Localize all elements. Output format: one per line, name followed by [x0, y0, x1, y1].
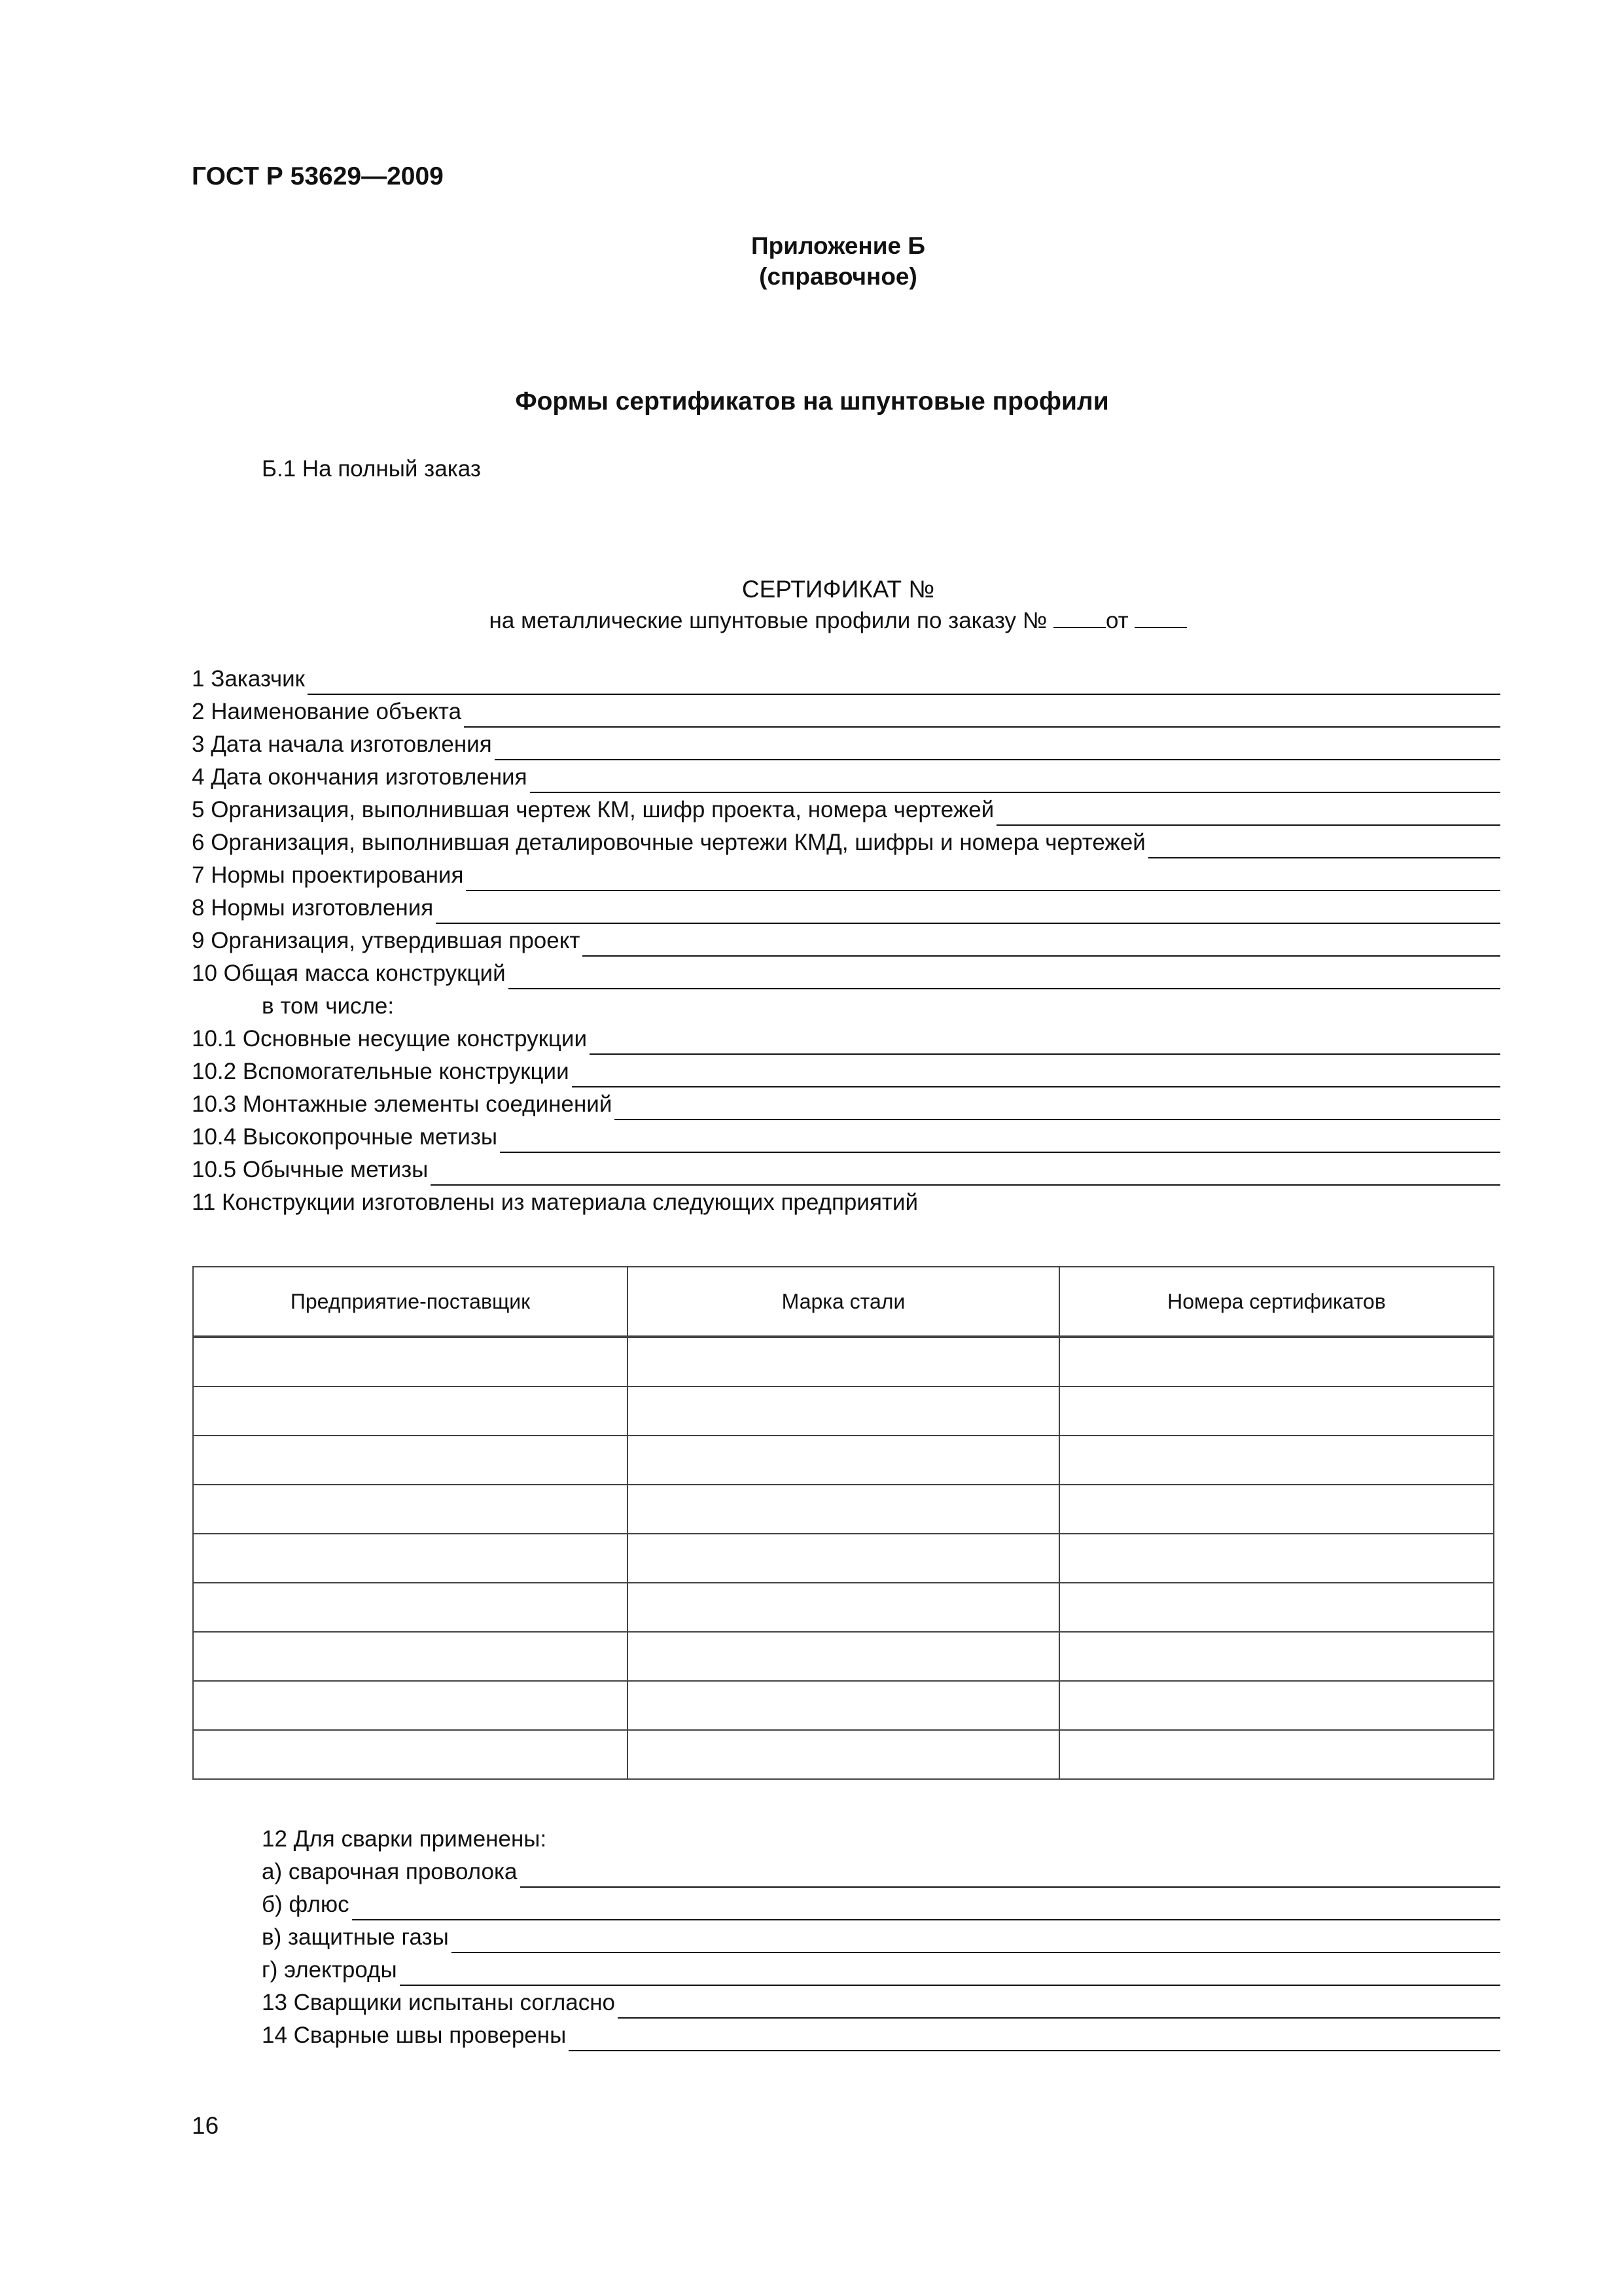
field-label: 9 Организация, утвердившая проект — [192, 928, 580, 953]
table-row — [193, 1386, 1494, 1436]
welding-heading-row — [262, 1822, 1570, 1855]
table-row — [193, 1583, 1494, 1632]
welding-row — [262, 2019, 1500, 2051]
section-heading: Б.1 На полный заказ — [262, 456, 481, 482]
table-cell[interactable] — [193, 1730, 627, 1779]
field-row — [192, 1153, 1500, 1186]
field-blank-line[interactable] — [500, 1125, 1500, 1153]
table-row — [193, 1681, 1494, 1730]
field-label: 6 Организация, выполнившая деталировочные чертежи КМД, шифры и номера чертежей — [192, 830, 1146, 855]
certificate-subtitle — [26, 607, 1624, 634]
table-cell[interactable] — [627, 1534, 1059, 1583]
field-row — [192, 1022, 1500, 1055]
table-cell[interactable] — [1059, 1337, 1494, 1386]
field-blank-line[interactable] — [530, 766, 1500, 793]
welding-blank-line[interactable] — [618, 1991, 1500, 2019]
field-blank-line[interactable] — [464, 700, 1500, 728]
table-cell[interactable] — [193, 1681, 627, 1730]
field-blank-line[interactable] — [614, 1093, 1500, 1120]
table-row — [193, 1485, 1494, 1534]
table-cell[interactable] — [1059, 1534, 1494, 1583]
supplier-table — [192, 1266, 1494, 1780]
field-blank-line[interactable] — [590, 1027, 1500, 1055]
field-label: 3 Дата начала изготовления — [192, 732, 492, 757]
field-row — [192, 760, 1500, 793]
field-blank-line[interactable] — [495, 733, 1500, 760]
field-row — [192, 1120, 1500, 1153]
welding-row — [262, 1986, 1500, 2019]
table-row — [193, 1534, 1494, 1583]
field-row — [192, 826, 1500, 858]
field-label: 4 Дата окончания изготовления — [192, 764, 527, 790]
table-cell[interactable] — [627, 1583, 1059, 1632]
field-row — [192, 891, 1500, 924]
table-cell[interactable] — [1059, 1632, 1494, 1681]
welding-blank-line[interactable] — [569, 2024, 1500, 2051]
table-row — [193, 1632, 1494, 1681]
welding-blank-line[interactable] — [451, 1926, 1500, 1953]
field-label: 10.5 Обычные метизы — [192, 1157, 429, 1182]
welding-row — [262, 1888, 1500, 1920]
field-row — [192, 793, 1500, 826]
field-row — [192, 924, 1500, 957]
table-row — [193, 1730, 1494, 1779]
field-label: 7 Нормы проектирования — [192, 862, 464, 888]
field-blank-line[interactable] — [308, 667, 1500, 695]
welding-label: в) защитные газы — [262, 1924, 449, 1950]
table-header-cell: Номера сертификатов — [1059, 1267, 1494, 1337]
field-label: в том числе: — [262, 993, 395, 1019]
welding-label: б) флюс — [262, 1892, 349, 1917]
table-cell[interactable] — [627, 1386, 1059, 1436]
welding-row — [262, 1920, 1500, 1953]
table-cell[interactable] — [193, 1337, 627, 1386]
table-cell[interactable] — [1059, 1681, 1494, 1730]
table-header-row — [193, 1267, 1494, 1337]
field-label: 10.2 Вспомогательные конструкции — [192, 1059, 569, 1084]
table-cell[interactable] — [627, 1681, 1059, 1730]
welding-blank-line[interactable] — [352, 1893, 1500, 1920]
field-label: 10.3 Монтажные элементы соединений — [192, 1091, 612, 1117]
field-label: 8 Нормы изготовления — [192, 895, 434, 921]
welding-label: а) сварочная проволока — [262, 1859, 518, 1884]
field-label: 10 Общая масса конструкций — [192, 961, 506, 986]
table-header-cell: Предприятие-поставщик — [193, 1267, 627, 1337]
field-row — [192, 728, 1500, 760]
field-blank-line[interactable] — [572, 1060, 1500, 1087]
field-blank-line[interactable] — [431, 1158, 1500, 1186]
welding-blank-line[interactable] — [520, 1860, 1501, 1888]
table-cell[interactable] — [1059, 1583, 1494, 1632]
table-cell[interactable] — [1059, 1386, 1494, 1436]
field-row — [192, 858, 1500, 891]
table-row — [193, 1337, 1494, 1386]
field-row-note — [192, 1186, 1500, 1218]
field-row-note — [262, 989, 1570, 1022]
field-blank-line[interactable] — [466, 864, 1500, 891]
table-cell[interactable] — [193, 1583, 627, 1632]
field-blank-line[interactable] — [582, 929, 1500, 957]
welding-blank-line[interactable] — [400, 1958, 1500, 1986]
form-title: Формы сертификатов на шпунтовые профили — [515, 387, 1109, 415]
field-row — [192, 1087, 1500, 1120]
field-blank-line[interactable] — [508, 962, 1500, 989]
field-label: 2 Наименование объекта — [192, 699, 462, 724]
certificate-subtitle-from: от — [1105, 608, 1129, 633]
table-row — [193, 1436, 1494, 1485]
welding-heading: 12 Для сварки применены: — [262, 1826, 547, 1852]
table-cell[interactable] — [627, 1485, 1059, 1534]
field-blank-line[interactable] — [1148, 831, 1500, 858]
table-body — [193, 1337, 1494, 1779]
page-number: 16 — [192, 2112, 219, 2139]
field-label: 10.4 Высокопрочные метизы — [192, 1124, 498, 1150]
welding-label: 14 Сварные швы проверены — [262, 2022, 567, 2048]
field-row — [192, 957, 1500, 989]
table-cell[interactable] — [627, 1436, 1059, 1485]
field-label: 5 Организация, выполнившая чертеж КМ, шифр проекта, номера чертежей — [192, 797, 995, 822]
field-label: 10.1 Основные несущие конструкции — [192, 1026, 588, 1051]
table-cell[interactable] — [193, 1386, 627, 1436]
order-date-blank[interactable] — [1135, 607, 1187, 628]
table-cell[interactable] — [193, 1436, 627, 1485]
order-number-blank[interactable] — [1053, 607, 1106, 628]
table-cell[interactable] — [1059, 1436, 1494, 1485]
field-label: 11 Конструкции изготовлены из материала следующих предприятий — [192, 1190, 919, 1215]
certificate-subtitle-prefix: на металлические шпунтовые профили по заказу № — [489, 608, 1048, 633]
welding-label: г) электроды — [262, 1957, 397, 1983]
table-cell[interactable] — [1059, 1730, 1494, 1779]
welding-label: 13 Сварщики испытаны согласно — [262, 1990, 616, 2015]
welding-row — [262, 1953, 1500, 1986]
table-header-cell: Марка стали — [627, 1267, 1059, 1337]
field-row — [192, 1055, 1500, 1087]
field-row — [192, 662, 1500, 695]
field-row — [192, 695, 1500, 728]
welding-row — [262, 1855, 1500, 1888]
certificate-title: СЕРТИФИКАТ № — [741, 576, 935, 603]
document-code: ГОСТ Р 53629—2009 — [192, 162, 444, 190]
field-label: 1 Заказчик — [192, 666, 305, 692]
annex-type: (справочное) — [759, 263, 917, 290]
field-blank-line[interactable] — [997, 798, 1500, 826]
field-blank-line[interactable] — [436, 896, 1500, 924]
table-cell[interactable] — [627, 1337, 1059, 1386]
table-cell[interactable] — [193, 1632, 627, 1681]
table-cell[interactable] — [627, 1632, 1059, 1681]
table-cell[interactable] — [193, 1534, 627, 1583]
table-cell[interactable] — [1059, 1485, 1494, 1534]
annex-title: Приложение Б — [751, 232, 925, 259]
table-cell[interactable] — [193, 1485, 627, 1534]
table-cell[interactable] — [627, 1730, 1059, 1779]
